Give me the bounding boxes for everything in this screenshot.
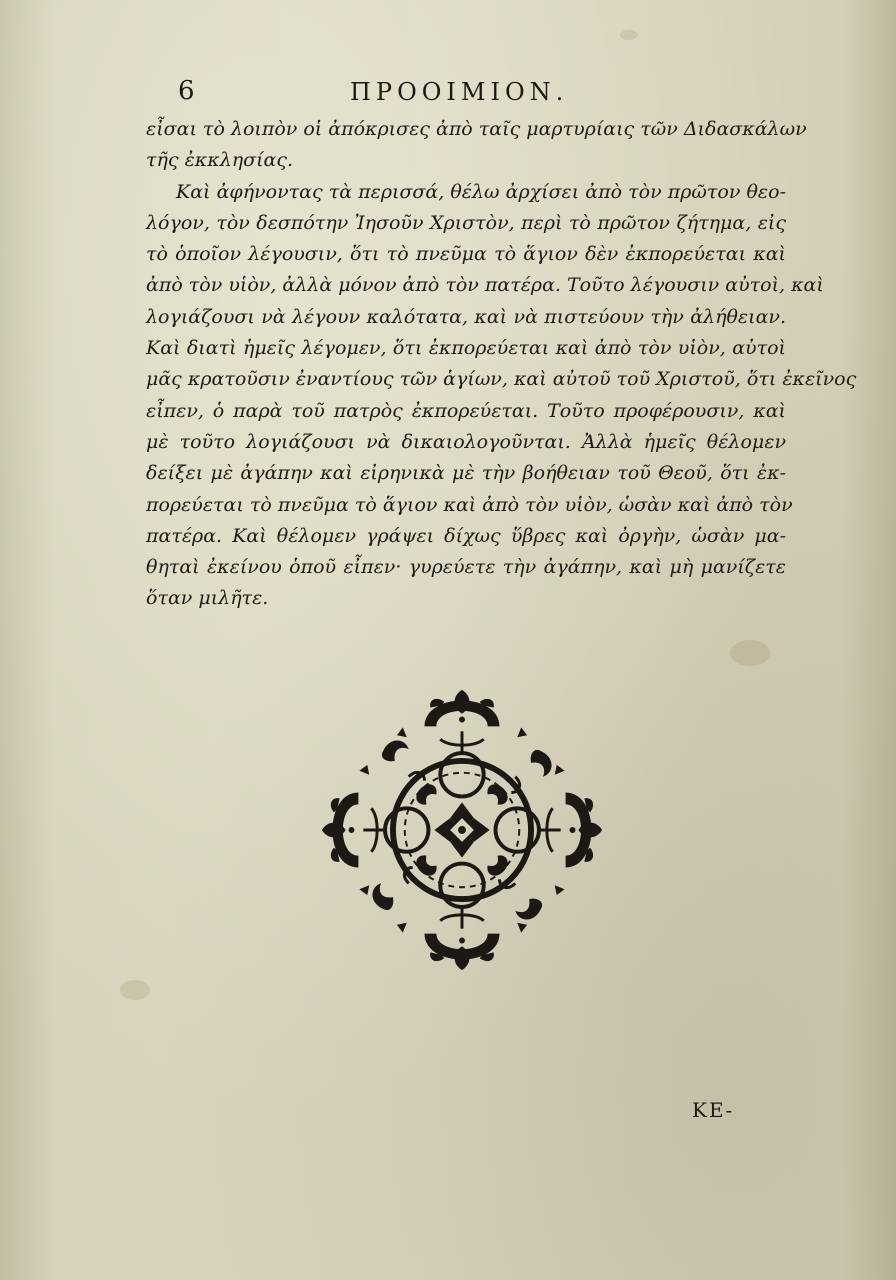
paper-stain <box>730 640 770 666</box>
text-line: πορεύεται τὸ πνεῦμα τὸ ἅγιον καὶ ἀπὸ τὸν υἱὸν, ὡσὰν καὶ ἀπὸ τὸν <box>146 493 793 516</box>
text-line: μᾶς κρατοῦσιν ἐναντίους τῶν ἁγίων, καὶ αὐτοῦ τοῦ Χριστοῦ, ὅτι ἐκεῖνος <box>146 368 857 391</box>
running-head: ΠΡΟΟΙΜΙΟΝ. <box>350 78 569 106</box>
text-line: ὅταν μιλῆτε. <box>146 587 269 610</box>
body-text <box>146 114 857 615</box>
text-line: θηταὶ ἐκείνου ὁποῦ εἶπεν· γυρεύετε τὴν ἀγάπην, καὶ μὴ μανίζετε <box>146 556 786 579</box>
text-line: Καὶ ἀφήνοντας τὰ περισσά, θέλω ἀρχίσει ἀπὸ τὸν πρῶτον θεο- <box>176 180 786 203</box>
text-line: μὲ τοῦτο λογιάζουσι νὰ δικαιολογοῦνται. Ἀλλὰ ἡμεῖς θέλομεν <box>146 430 786 453</box>
text-line: λογιάζουσι νὰ λέγουν καλότατα, καὶ νὰ πιστεύουν τὴν ἀλήθειαν. <box>146 305 786 328</box>
text-line: εἶσαι τὸ λοιπὸν οἱ ἀπόκρισες ἀπὸ ταῖς μαρτυρίαις τῶν Διδασκάλων <box>146 118 807 140</box>
text-line: ἀπὸ τὸν υἱὸν, ἀλλὰ μόνον ἀπὸ τὸν πατέρα. Τοῦτο λέγουσιν αὐτοὶ, καὶ <box>146 274 824 297</box>
text-line: τὸ ὁποῖον λέγουσιν, ὅτι τὸ πνεῦμα τὸ ἅγιον δὲν ἐκπορεύεται καὶ <box>146 243 786 266</box>
text-line: τῆς ἐκκλησίας. <box>146 149 294 172</box>
text-line: εἶπεν, ὁ παρὰ τοῦ πατρὸς ἐκπορεύεται. Τοῦτο προφέρουσιν, καὶ <box>146 399 786 422</box>
text-line: λόγον, τὸν δεσπότην Ἰησοῦν Χριστὸν, περὶ τὸ πρῶτον ζήτημα, εἰς <box>146 211 786 234</box>
floral-ornament-icon <box>314 682 610 978</box>
paper-stain <box>120 980 150 1000</box>
paper-stain <box>620 30 638 40</box>
page-number: 6 <box>178 76 195 106</box>
text-line: πατέρα. Καὶ θέλομεν γράψει δίχως ὕβρες καὶ ὀργὴν, ὡσὰν μα- <box>146 524 786 547</box>
catchword: ΚΕ- <box>692 1098 735 1122</box>
text-line: Καὶ διατὶ ἡμεῖς λέγομεν, ὅτι ἐκπορεύεται καὶ ἀπὸ τὸν υἱὸν, αὐτοὶ <box>146 337 786 360</box>
text-line: δείξει μὲ ἀγάπην καὶ εἰρηνικὰ μὲ τὴν βοήθειαν τοῦ Θεοῦ, ὅτι ἐκ- <box>146 462 786 485</box>
